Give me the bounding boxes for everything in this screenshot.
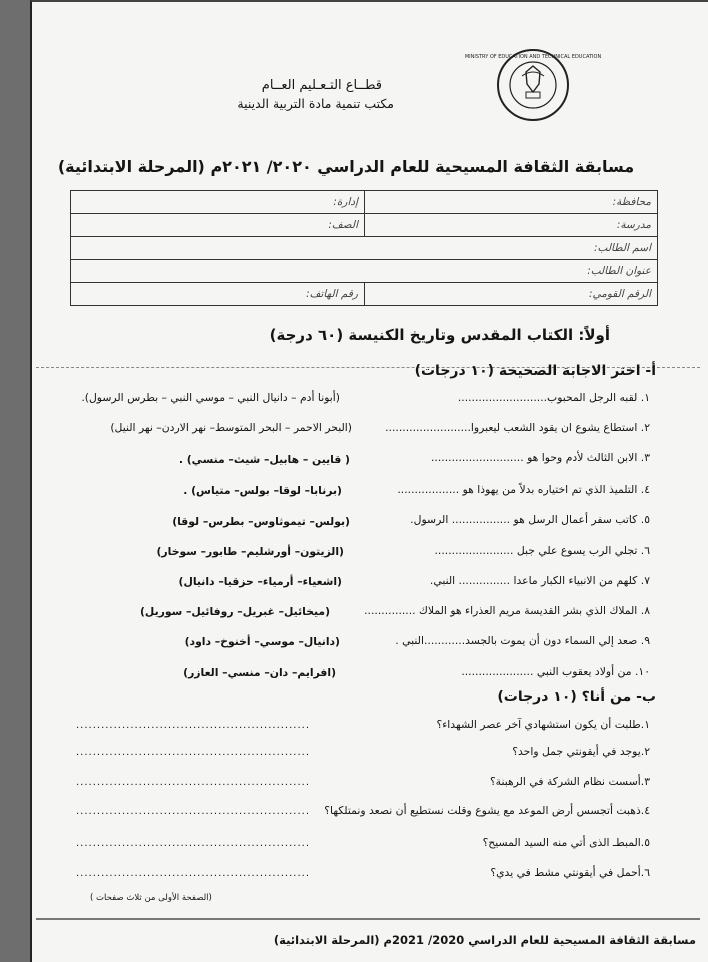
- answer-options-a3: ( قايين – هابيل– شيث– منسي) .: [178, 453, 350, 466]
- question-a7: ٧. كلهم من الانبياء الكبار ماعدا ............... النبي.: [429, 574, 650, 587]
- seal-text: MINISTRY OF EDUCATION AND TECHNICAL EDUCATION: [464, 54, 602, 60]
- question-b5: ٥.المبطـ الذى أتي منه السيد المسيح؟: [482, 836, 650, 849]
- info-cell: الصف:: [71, 214, 365, 237]
- answer-options-a7: (اشعياء– أرمياء– حزقيا– دانيال): [178, 575, 342, 588]
- answer-options-a4: (برنابا– لوقا– بولس– متياس) .: [183, 484, 342, 497]
- question-b1: ١.طلبت أن يكون استشهادي آخر عصر الشهداء؟: [436, 718, 650, 731]
- question-a8: ٨. الملاك الذي بشر القديسة مريم العذراء هو الملاك ...............: [364, 604, 650, 617]
- info-cell: محافظة:: [365, 191, 658, 214]
- question-b4: ٤.ذهبت أتجسس أرض الموعد مع يشوع وقلت نستطيع أن نصعد ونمتلكها؟: [324, 804, 650, 817]
- document-page: [36, 0, 700, 960]
- answer-line: ........................................................: [76, 868, 311, 879]
- info-row: [71, 237, 658, 260]
- info-cell: اسم الطالب:: [71, 237, 658, 260]
- ministry-seal-logo: [464, 48, 602, 122]
- answer-options-a10: (افرايم– دان– منسي– العازر): [183, 666, 336, 679]
- question-b6: ٦.أحمل في أيقونتي مشط في يدي؟: [490, 866, 650, 879]
- question-a10: ١٠. من أولاد يعقوب النبي .....................: [461, 665, 650, 678]
- question-a1: ١. لقبه الرجل المحبوب..........................: [457, 391, 650, 404]
- header-sector: قطــاع التـعـليم العــام: [261, 78, 382, 93]
- info-cell: مدرسة:: [365, 214, 658, 237]
- question-a2: ٢. استطاع يشوع ان يقود الشعب ليعبروا.........................: [385, 421, 650, 434]
- student-info-table: [70, 190, 658, 306]
- info-row: [71, 260, 658, 283]
- answer-options-a6: (الزيتون– أورشليم– طابور– سوخار): [156, 545, 344, 558]
- info-cell: إدارة:: [71, 191, 365, 214]
- footer-text: مسابقة الثقافة المسيحية للعام الدراسي 2020/ 2021م (المرحلة الابتدائية): [273, 933, 696, 947]
- section-one-heading: أولاً: الكتاب المقدس وتاريخ الكنيسة (٦٠ درجة): [269, 326, 610, 344]
- answer-options-a5: (بولس– تيموثاوس– بطرس– لوقا): [172, 515, 350, 528]
- answer-line: ........................................................: [76, 777, 311, 788]
- question-a9: ٩. صعد إلي السماء دون أن يموت بالجسد............النبي .: [395, 634, 650, 647]
- info-row: [71, 283, 658, 306]
- info-cell: الرقم القومي:: [365, 283, 658, 306]
- part-a-heading: أ- اختر الاجابة الصحيحة (١٠ درجات): [414, 363, 656, 379]
- answer-options-a1: (أبونا أدم – دانيال النبي – موسي النبي – بطرس الرسول).: [81, 391, 340, 404]
- header-office: مكتب تنمية مادة التربية الدينية: [237, 96, 394, 111]
- page-note: (الصفحة الأولى من ثلاث صفحات ): [90, 893, 212, 903]
- question-a4: ٤. التلميذ الذي تم اختياره بدلاً من يهوذا هو ..................: [397, 483, 650, 496]
- info-row: [71, 214, 658, 237]
- footer-divider: [36, 918, 700, 920]
- answer-options-a2: (البحر الاحمر – البحر المتوسط– نهر الاردن– نهر النيل): [110, 421, 352, 434]
- question-a6: ٦. تجلي الرب يسوع علي جبل .......................: [434, 544, 650, 557]
- answer-line: ........................................................: [76, 838, 311, 849]
- question-a3: ٣. الابن الثالث لأدم وحوا هو ...........................: [431, 451, 650, 464]
- part-b-heading: ب- من أنا؟ (١٠ درجات): [497, 689, 656, 705]
- info-cell: رقم الهاتف:: [71, 283, 365, 306]
- question-b2: ٢.يوجد في أيقونتي جمل واحد؟: [512, 745, 650, 758]
- page-title: مسابقة الثقافة المسيحية للعام الدراسي ٢٠٢٠/ ٢٠٢١م (المرحلة الابتدائية): [57, 157, 635, 176]
- question-a5: ٥. كاتب سفر أعمال الرسل هو ................. الرسول.: [410, 513, 650, 526]
- answer-line: ........................................................: [76, 747, 311, 758]
- answer-line: ........................................................: [76, 720, 311, 731]
- answer-options-a9: (دانيال– موسي– أخنوخ– داود): [184, 635, 340, 648]
- answer-line: ........................................................: [76, 806, 311, 817]
- question-b3: ٣.أسست نظام الشركة في الرهبنة؟: [489, 775, 650, 788]
- answer-options-a8: (ميخائيل– غبريل– روفائيل– سوريل): [140, 605, 330, 618]
- info-cell: عنوان الطالب:: [71, 260, 658, 283]
- info-row: [71, 191, 658, 214]
